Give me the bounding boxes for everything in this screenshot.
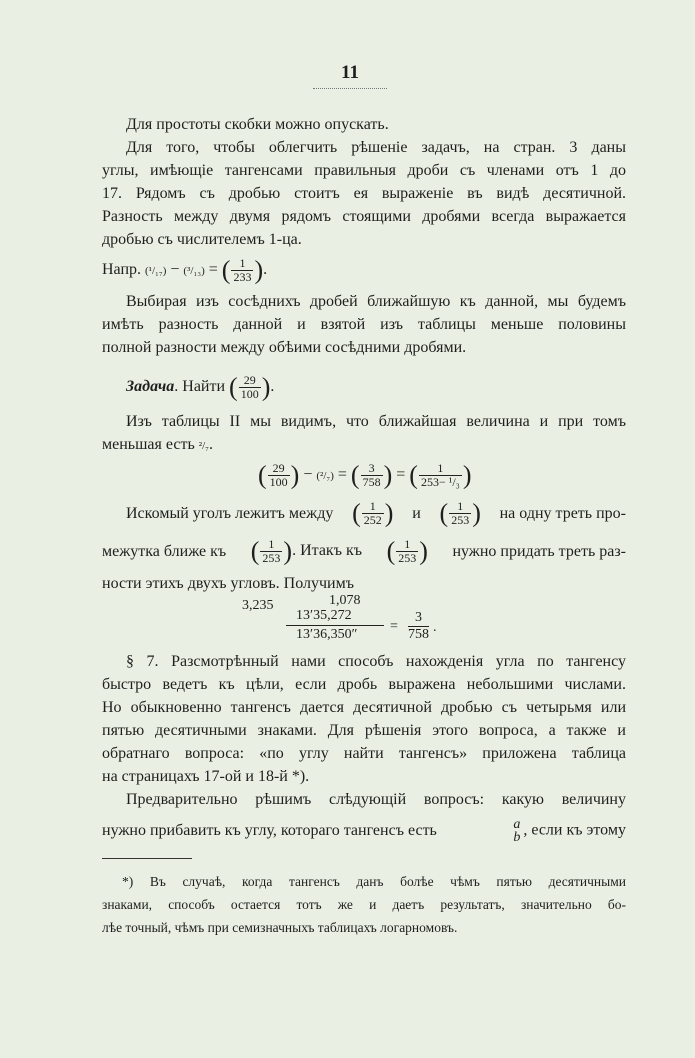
calc-value: 1,078 (329, 593, 361, 608)
text-line: Выбирая изъ сосѣднихъ дробей ближайшую къ данной, мы будемъ (126, 293, 626, 310)
text-line: углы, имѣющіе тангенсами правильныя дроби съ членами отъ 1 до (102, 162, 626, 179)
footnote-line: знаками, способъ остается тотъ же и даетъ результатъ, значительно бо- (102, 897, 626, 912)
calc-value: 13′35,272 (296, 608, 352, 623)
fraction: $\frac{1}{233}$ (233, 256, 252, 284)
text-line: Изъ таблицы II мы видимъ, что ближайшая величина и при томъ (126, 413, 626, 430)
calc-value: 13′36,350″ (296, 627, 358, 642)
text-line: Искомый уголъ лежитъ между ( $\frac{1}{252}$ ) и ( $\frac{1}{253}$ ) на одну треть про- (126, 498, 626, 528)
task-line: Задача. Найти ( $\frac{29}{100}$ ). (126, 372, 275, 402)
page-number: 11 (341, 62, 359, 83)
calc-eq: = (390, 619, 398, 634)
text-line: Предварительно рѣшимъ слѣдующій вопросъ: какую величину (126, 791, 626, 808)
text-line: Для простоты скобки можно опускать. (126, 116, 389, 133)
text-line: быстро ведетъ къ цѣли, если дробь выражена небольшими числами. (102, 676, 626, 693)
text-line: Разность между двумя рядомъ стоящими дробями всегда выражается (102, 208, 626, 225)
text-line: межутка ближе къ ( $\frac{1}{253}$ ). Итакъ къ ( $\frac{1}{253}$ ) нужно придать треть раз- (102, 536, 626, 566)
page-number-rule (313, 88, 387, 89)
text-line: меньшая есть ²/₇. (102, 436, 213, 453)
formula: ( $\frac{29}{100}$ ) − (²/₇) = ( $\frac{3}{758}$ ) = ( $\frac{1}{\text{253− ¹/₃}}$ ) (258, 460, 472, 490)
text-line: имѣть разность данной и взятой изъ таблицы меньше половины (102, 316, 626, 333)
text-line: § 7. Разсмотрѣнный нами способъ нахожденія угла по тангенсу (126, 653, 626, 670)
footnote-rule (102, 858, 192, 859)
text-line: Но обыкновенно тангенсъ дается десятичной дробью съ четырьмя или (102, 699, 626, 716)
footnote-line: *) Въ случаѣ, когда тангенсъ данъ болѣе чѣмъ пятью десятичными (122, 874, 626, 889)
calc-rule (286, 625, 384, 626)
text-line: Для того, чтобы облегчить рѣшеніе задачъ, на стран. 3 даны (126, 139, 626, 156)
calc-value: 3,235 (242, 598, 274, 613)
text-line: нужно прибавить къ углу, котораго тангенсъ есть a b , если къ этому (102, 817, 626, 845)
text-line: обратнаго вопроса: «по углу найти тангенсъ» приложена таблица (102, 745, 626, 762)
text-line: 17. Рядомъ съ дробью стоитъ ея выраженіе въ видѣ десятичной. (102, 185, 626, 202)
example-line: Напр. (¹/₁₇) − (³/₁₃) = ( $\frac{1}{233}$ ). (102, 255, 268, 285)
text-line: полной разности между обѣими сосѣдними дробями. (102, 339, 467, 356)
fraction: $\frac{29}{100}$ (240, 373, 259, 401)
calc-end: . (433, 620, 437, 635)
text-line: дробью съ числителемъ 1-ца. (102, 231, 302, 248)
calc-fraction: 3 758 (408, 610, 429, 642)
text-line: пятью десятичными знаками. Для рѣшенія этого вопроса, а также и (102, 722, 626, 739)
text-line: ности этихъ двухъ угловъ. Получимъ (102, 575, 355, 592)
text-line: на страницахъ 17-ой и 18-й *). (102, 768, 310, 785)
footnote-line: лѣе точный, чѣмъ при семизначныхъ таблицахъ логарномовъ. (102, 920, 458, 935)
